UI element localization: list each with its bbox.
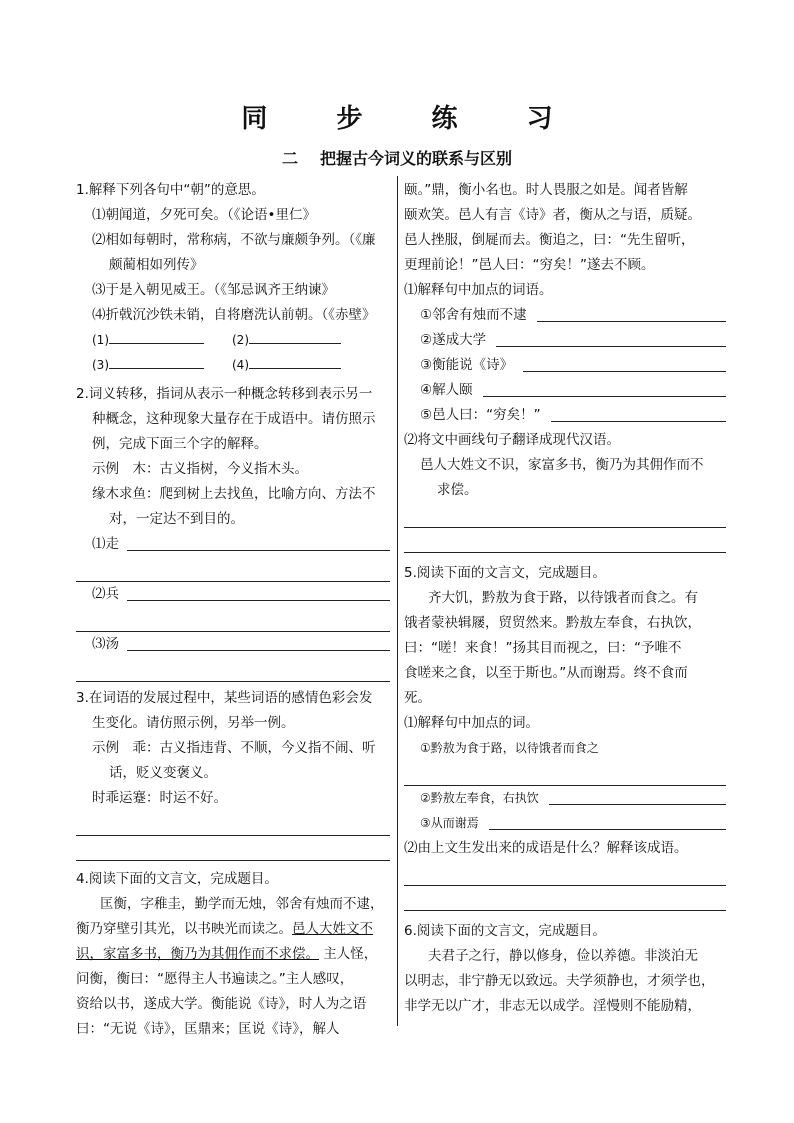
question-5 — [404, 561, 726, 911]
answer-line[interactable] — [404, 886, 726, 911]
item-label: ⑶汤 — [92, 636, 119, 652]
sub-question: ⑴解释句中加点的词。 — [404, 715, 539, 731]
answer-line[interactable] — [404, 528, 726, 553]
q3-stem: 生变化。请仿照示例，另举一例。 — [92, 715, 295, 731]
blank-label: (1) — [92, 333, 109, 347]
q2-stem: 种概念，这种现象大量存在于成语中。请仿照示 — [92, 411, 376, 427]
passage-line — [76, 942, 390, 967]
blank-label: (2) — [232, 333, 249, 347]
q1-item: ⑴朝闻道，夕死可矣。（《论语•里仁》 — [92, 207, 316, 223]
q1-stem: 1.解释下列各句中“朝”的意思。 — [76, 182, 265, 198]
sub-item — [404, 403, 726, 428]
q2-item — [76, 582, 390, 607]
answer-blank[interactable] — [489, 815, 726, 830]
item-label: ②遂成大学 — [420, 332, 487, 348]
sub-item — [404, 303, 726, 328]
answer-blank[interactable] — [249, 329, 341, 344]
answer-blank[interactable] — [127, 636, 390, 651]
q1-item: ⑷折戟沉沙铁未销，自将磨洗认前朝。（《赤壁》 — [92, 307, 376, 323]
passage-line: 颐欢笑。邑人有言《诗》者，衡从之与语，质疑。 — [404, 207, 701, 223]
question-4-continued — [404, 178, 726, 553]
section-title: 把握古今词义的联系与区别 — [320, 149, 513, 168]
q1-answer-row — [76, 328, 390, 353]
q3-example: 话，贬义变褒义。 — [109, 765, 217, 781]
question-3 — [76, 686, 390, 861]
sub-item: ①黔敖为食于路，以待饿者而食之 — [420, 741, 599, 755]
answer-line[interactable] — [76, 557, 390, 582]
passage-line: 曰：“嗟！来食！”扬其目而视之，曰：“予唯不 — [404, 640, 682, 656]
sub-question: ⑴解释句中加点的词语。 — [404, 282, 553, 298]
answer-blank[interactable] — [496, 332, 726, 347]
sub-item — [404, 378, 726, 403]
q2-item — [76, 532, 390, 557]
item-label: ⑴走 — [92, 536, 119, 552]
blank-label: (3) — [92, 358, 109, 372]
q1-answer-row — [76, 353, 390, 378]
passage-line: 邑人挫服，倒屣而去。衡追之，曰：“先生留听， — [404, 232, 695, 248]
item-label: ③衡能说《诗》 — [420, 357, 514, 373]
q3-example: 时乖运蹇：时运不好。 — [92, 790, 227, 806]
question-4 — [76, 867, 390, 1042]
item-label: ③从而谢焉 — [420, 816, 479, 830]
passage-line: 夫君子之行，静以修身，俭以养德。非淡泊无 — [428, 948, 698, 964]
answer-blank[interactable] — [109, 329, 204, 344]
passage-line: 齐大饥，黔敖为食于路，以待饿者而食之。有 — [428, 590, 698, 606]
sub-question: ⑵由上文生发出来的成语是什么？解释该成语。 — [404, 840, 688, 856]
item-label: ②黔敖左奉食，右执饮 — [420, 791, 539, 805]
answer-blank[interactable] — [483, 382, 726, 397]
passage-line: 问衡，衡曰：“愿得主人书遍读之。”主人感叹， — [76, 971, 354, 987]
answer-blank[interactable] — [551, 407, 726, 422]
q3-stem: 3.在词语的发展过程中，某些词语的感情色彩会发 — [76, 690, 373, 706]
section-number: 二 — [281, 149, 298, 168]
passage-text: 衡乃穿壁引其光，以书映光而读之。 — [76, 921, 292, 937]
passage-line: 更理前论！”邑人曰：“穷矣！”遂去不顾。 — [404, 257, 655, 273]
answer-line[interactable] — [76, 811, 390, 836]
underlined-sentence: 邑人大姓文不 — [292, 921, 373, 937]
page-title: 同 步 练 习 — [241, 104, 583, 134]
q1-item: ⑶于是入朝见威王。（《邹忌讽齐王纳谏》 — [92, 282, 335, 298]
item-label: ④解人颐 — [420, 382, 473, 398]
answer-blank[interactable] — [109, 354, 204, 369]
answer-line[interactable] — [76, 836, 390, 861]
section-subtitle — [0, 146, 794, 169]
passage-line: 曰：“无说《诗》，匡鼎来；匡说《诗》，解人 — [76, 1021, 340, 1037]
q1-item: 颇蔺相如列传》 — [109, 257, 204, 273]
answer-blank[interactable] — [127, 536, 390, 551]
answer-line[interactable] — [76, 657, 390, 682]
answer-blank[interactable] — [537, 307, 726, 322]
translate-line: 求偿。 — [437, 482, 478, 498]
passage-text: 主人怪， — [323, 946, 378, 962]
sub-item — [404, 786, 726, 811]
right-column — [404, 178, 726, 1019]
left-column — [76, 178, 390, 1042]
q2-example: 对，一定达不到目的。 — [109, 511, 244, 527]
sub-item — [404, 353, 726, 378]
passage-line — [76, 917, 390, 942]
item-label: ⑵兵 — [92, 586, 119, 602]
answer-line[interactable] — [404, 761, 726, 786]
translate-line: 邑人大姓文不识，家富多书，衡乃为其佣作而不 — [420, 457, 704, 473]
question-1 — [76, 178, 390, 378]
question-6 — [404, 919, 726, 1019]
q5-stem: 5.阅读下面的文言文，完成题目。 — [404, 565, 606, 581]
column-divider — [397, 176, 398, 1026]
answer-line[interactable] — [404, 503, 726, 528]
passage-line: 以明志，非宁静无以致远。夫学须静也，才须学也， — [404, 973, 715, 989]
item-label: ①邻舍有烛而不逮 — [420, 307, 527, 323]
q2-example: 缘木求鱼：爬到树上去找鱼，比喻方向、方法不 — [92, 486, 376, 502]
answer-line[interactable] — [76, 607, 390, 632]
underlined-sentence: 识，家富多书，衡乃为其佣作而不求偿。 — [76, 946, 319, 962]
answer-blank[interactable] — [549, 790, 726, 805]
q6-stem: 6.阅读下面的文言文，完成题目。 — [404, 923, 606, 939]
passage-line: 匡衡，字稚圭，勤学而无烛，邻舍有烛而不逮， — [100, 896, 384, 912]
sub-item — [404, 328, 726, 353]
q2-stem: 例，完成下面三个字的解释。 — [92, 436, 268, 452]
question-2 — [76, 382, 390, 682]
answer-blank[interactable] — [249, 354, 341, 369]
q3-example: 示例 乖：古义指违背、不顺，今义指不闹、听 — [92, 740, 376, 756]
passage-line: 颐。”鼎，衡小名也。时人畏服之如是。闻者皆解 — [404, 182, 688, 198]
passage-line: 食嗟来之食，以至于斯也。”从而谢焉。终不食而 — [404, 665, 688, 681]
sub-item — [404, 811, 726, 836]
passage-line: 饿者蒙袂辑屦，贸贸然来。黔敖左奉食，右执饮， — [404, 615, 701, 631]
passage-line: 资给以书，遂成大学。衡能说《诗》，时人为之语 — [76, 996, 367, 1012]
q1-item: ⑵相如每朝时，常称病，不欲与廉颇争列。（《廉 — [92, 232, 376, 248]
passage-line: 非学无以广才，非志无以成学。淫慢则不能励精， — [404, 998, 701, 1014]
blank-label: (4) — [232, 358, 249, 372]
sub-question: ⑵将文中画线句子翻译成现代汉语。 — [404, 432, 620, 448]
q2-item — [76, 632, 390, 657]
answer-blank[interactable] — [523, 357, 726, 372]
answer-blank[interactable] — [127, 586, 390, 601]
passage-line: 死。 — [404, 690, 431, 706]
q4-stem: 4.阅读下面的文言文，完成题目。 — [76, 871, 278, 887]
answer-line[interactable] — [404, 861, 726, 886]
q2-example: 示例 木：古义指树，今义指木头。 — [92, 461, 308, 477]
item-label: ⑤邑人曰：“穷矣！” — [420, 407, 541, 423]
q2-stem: 2.词义转移，指词从表示一种概念转移到表示另一 — [76, 386, 373, 402]
